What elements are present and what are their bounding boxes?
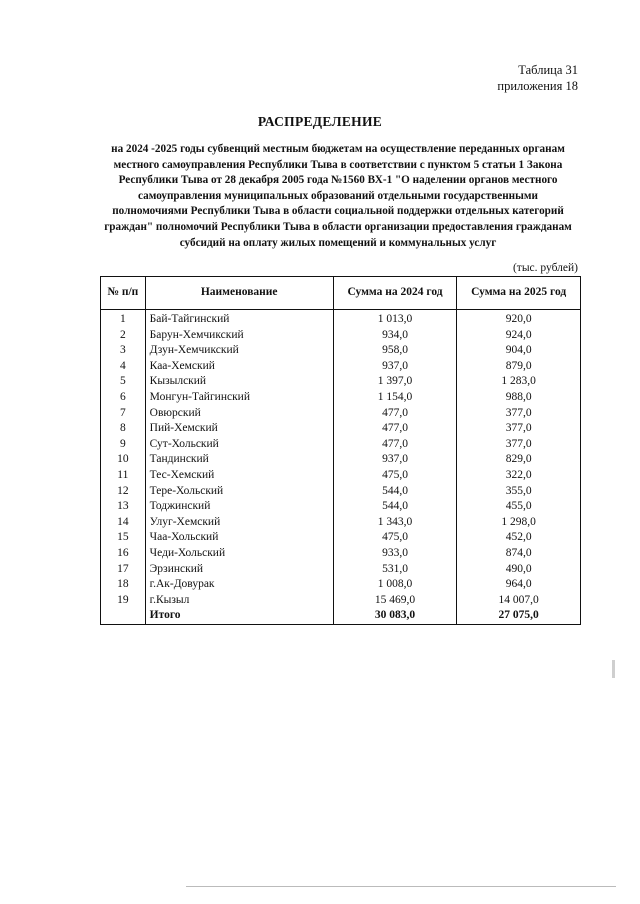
document-title: РАСПРЕДЕЛЕНИЕ xyxy=(257,114,383,129)
table-row xyxy=(101,343,581,359)
row-name: г.Кызыл xyxy=(145,593,333,609)
table-row xyxy=(101,562,581,578)
total-2024: 30 083,0 xyxy=(333,608,457,624)
row-num: 5 xyxy=(101,374,146,390)
header-2024: Сумма на 2024 год xyxy=(333,277,457,310)
row-2025: 1 283,0 xyxy=(457,374,581,390)
table-row xyxy=(101,421,581,437)
total-label: Итого xyxy=(145,608,333,624)
row-num: 18 xyxy=(101,577,146,593)
table-number: Таблица 31 xyxy=(518,63,578,77)
row-2024: 934,0 xyxy=(333,328,457,344)
header-2025: Сумма на 2025 год xyxy=(457,277,581,310)
row-name: Тоджинский xyxy=(145,499,333,515)
row-2024: 475,0 xyxy=(333,468,457,484)
scan-mark xyxy=(612,660,615,678)
row-name: Тере-Хольский xyxy=(145,484,333,500)
row-2025: 920,0 xyxy=(457,310,581,328)
row-num: 1 xyxy=(101,310,146,328)
row-2025: 377,0 xyxy=(457,437,581,453)
row-num: 15 xyxy=(101,530,146,546)
row-2024: 477,0 xyxy=(333,421,457,437)
row-num: 2 xyxy=(101,328,146,344)
subtitle-line: на 2024 -2025 годы субвенций местным бюджетам на осуществление переданных органам xyxy=(111,143,565,155)
row-num: 17 xyxy=(101,562,146,578)
row-2024: 477,0 xyxy=(333,437,457,453)
table-row xyxy=(101,390,581,406)
row-2024: 958,0 xyxy=(333,343,457,359)
distribution-table xyxy=(100,276,581,625)
row-2025: 490,0 xyxy=(457,562,581,578)
row-name: Монгун-Тайгинский xyxy=(145,390,333,406)
row-name: Улуг-Хемский xyxy=(145,515,333,531)
row-name: Каа-Хемский xyxy=(145,359,333,375)
row-2025: 874,0 xyxy=(457,546,581,562)
row-name: г.Ак-Довурак xyxy=(145,577,333,593)
table-row xyxy=(101,328,581,344)
appendix-number: приложения 18 xyxy=(497,79,578,93)
row-name: Сут-Хольский xyxy=(145,437,333,453)
row-num: 11 xyxy=(101,468,146,484)
row-num: 8 xyxy=(101,421,146,437)
row-num: 16 xyxy=(101,546,146,562)
row-num: 9 xyxy=(101,437,146,453)
row-2025: 377,0 xyxy=(457,421,581,437)
row-2024: 544,0 xyxy=(333,484,457,500)
row-2025: 377,0 xyxy=(457,406,581,422)
row-name: Бай-Тайгинский xyxy=(145,310,333,328)
row-2024: 477,0 xyxy=(333,406,457,422)
table-row xyxy=(101,359,581,375)
row-name: Тес-Хемский xyxy=(145,468,333,484)
row-name: Чеди-Хольский xyxy=(145,546,333,562)
table-row xyxy=(101,515,581,531)
row-num: 19 xyxy=(101,593,146,609)
row-name: Пий-Хемский xyxy=(145,421,333,437)
row-name: Эрзинский xyxy=(145,562,333,578)
row-2025: 14 007,0 xyxy=(457,593,581,609)
row-2024: 937,0 xyxy=(333,452,457,468)
total-2025: 27 075,0 xyxy=(457,608,581,624)
header-num: № п/п xyxy=(101,277,146,310)
row-2025: 879,0 xyxy=(457,359,581,375)
subtitle-line: местного самоуправления Республики Тыва в соответствии с пунктом 5 статьи 1 Закона xyxy=(113,158,563,171)
table-row xyxy=(101,593,581,609)
row-num: 4 xyxy=(101,359,146,375)
row-num: 13 xyxy=(101,499,146,515)
table-header-row xyxy=(101,277,581,310)
table-row xyxy=(101,437,581,453)
subtitle-line: полномочиями Республики Тыва в области социальной поддержки отдельных категорий xyxy=(112,205,564,218)
row-num: 14 xyxy=(101,515,146,531)
row-2024: 933,0 xyxy=(333,546,457,562)
table-row xyxy=(101,499,581,515)
row-2025: 924,0 xyxy=(457,328,581,344)
row-name: Барун-Хемчикский xyxy=(145,328,333,344)
row-name: Чаа-Хольский xyxy=(145,530,333,546)
table-row xyxy=(101,374,581,390)
total-row xyxy=(101,608,581,624)
subtitle-line: граждан" полномочий Республики Тыва в области организации предоставления гражданам xyxy=(104,220,572,233)
row-name: Тандинский xyxy=(145,452,333,468)
row-2025: 829,0 xyxy=(457,452,581,468)
row-name: Дзун-Хемчикский xyxy=(145,343,333,359)
row-2024: 475,0 xyxy=(333,530,457,546)
row-2025: 964,0 xyxy=(457,577,581,593)
document-subtitle xyxy=(96,142,580,251)
table-row xyxy=(101,484,581,500)
table-row xyxy=(101,406,581,422)
row-2024: 1 008,0 xyxy=(333,577,457,593)
row-2025: 322,0 xyxy=(457,468,581,484)
row-num: 6 xyxy=(101,390,146,406)
header-name: Наименование xyxy=(145,277,333,310)
row-2025: 455,0 xyxy=(457,499,581,515)
row-num: 3 xyxy=(101,343,146,359)
row-num: 10 xyxy=(101,452,146,468)
table-row xyxy=(101,546,581,562)
row-2024: 544,0 xyxy=(333,499,457,515)
row-2024: 1 013,0 xyxy=(333,310,457,328)
table-row xyxy=(101,310,581,328)
row-num: 12 xyxy=(101,484,146,500)
row-2025: 1 298,0 xyxy=(457,515,581,531)
row-2025: 355,0 xyxy=(457,484,581,500)
subtitle-line: Республики Тыва от 28 декабря 2005 года №1560 ВХ-1 "О наделении органов местного xyxy=(118,174,558,187)
subtitle-line: самоуправления муниципальных образований отдельными государственными xyxy=(138,189,538,202)
total-num xyxy=(101,608,146,624)
row-2025: 452,0 xyxy=(457,530,581,546)
scan-bottom-line xyxy=(186,886,616,887)
row-name: Овюрский xyxy=(145,406,333,422)
row-2025: 988,0 xyxy=(457,390,581,406)
row-2024: 1 343,0 xyxy=(333,515,457,531)
row-2024: 1 154,0 xyxy=(333,390,457,406)
row-2025: 904,0 xyxy=(457,343,581,359)
row-2024: 937,0 xyxy=(333,359,457,375)
table-row xyxy=(101,452,581,468)
row-num: 7 xyxy=(101,406,146,422)
row-2024: 531,0 xyxy=(333,562,457,578)
table-row xyxy=(101,530,581,546)
subtitle-line: субсидий на оплату жилых помещений и коммунальных услуг xyxy=(179,236,497,249)
row-2024: 1 397,0 xyxy=(333,374,457,390)
row-2024: 15 469,0 xyxy=(333,593,457,609)
row-name: Кызылский xyxy=(145,374,333,390)
units-label: (тыс. рублей) xyxy=(512,262,578,274)
table-reference xyxy=(497,62,578,94)
table-row xyxy=(101,468,581,484)
table-row xyxy=(101,577,581,593)
